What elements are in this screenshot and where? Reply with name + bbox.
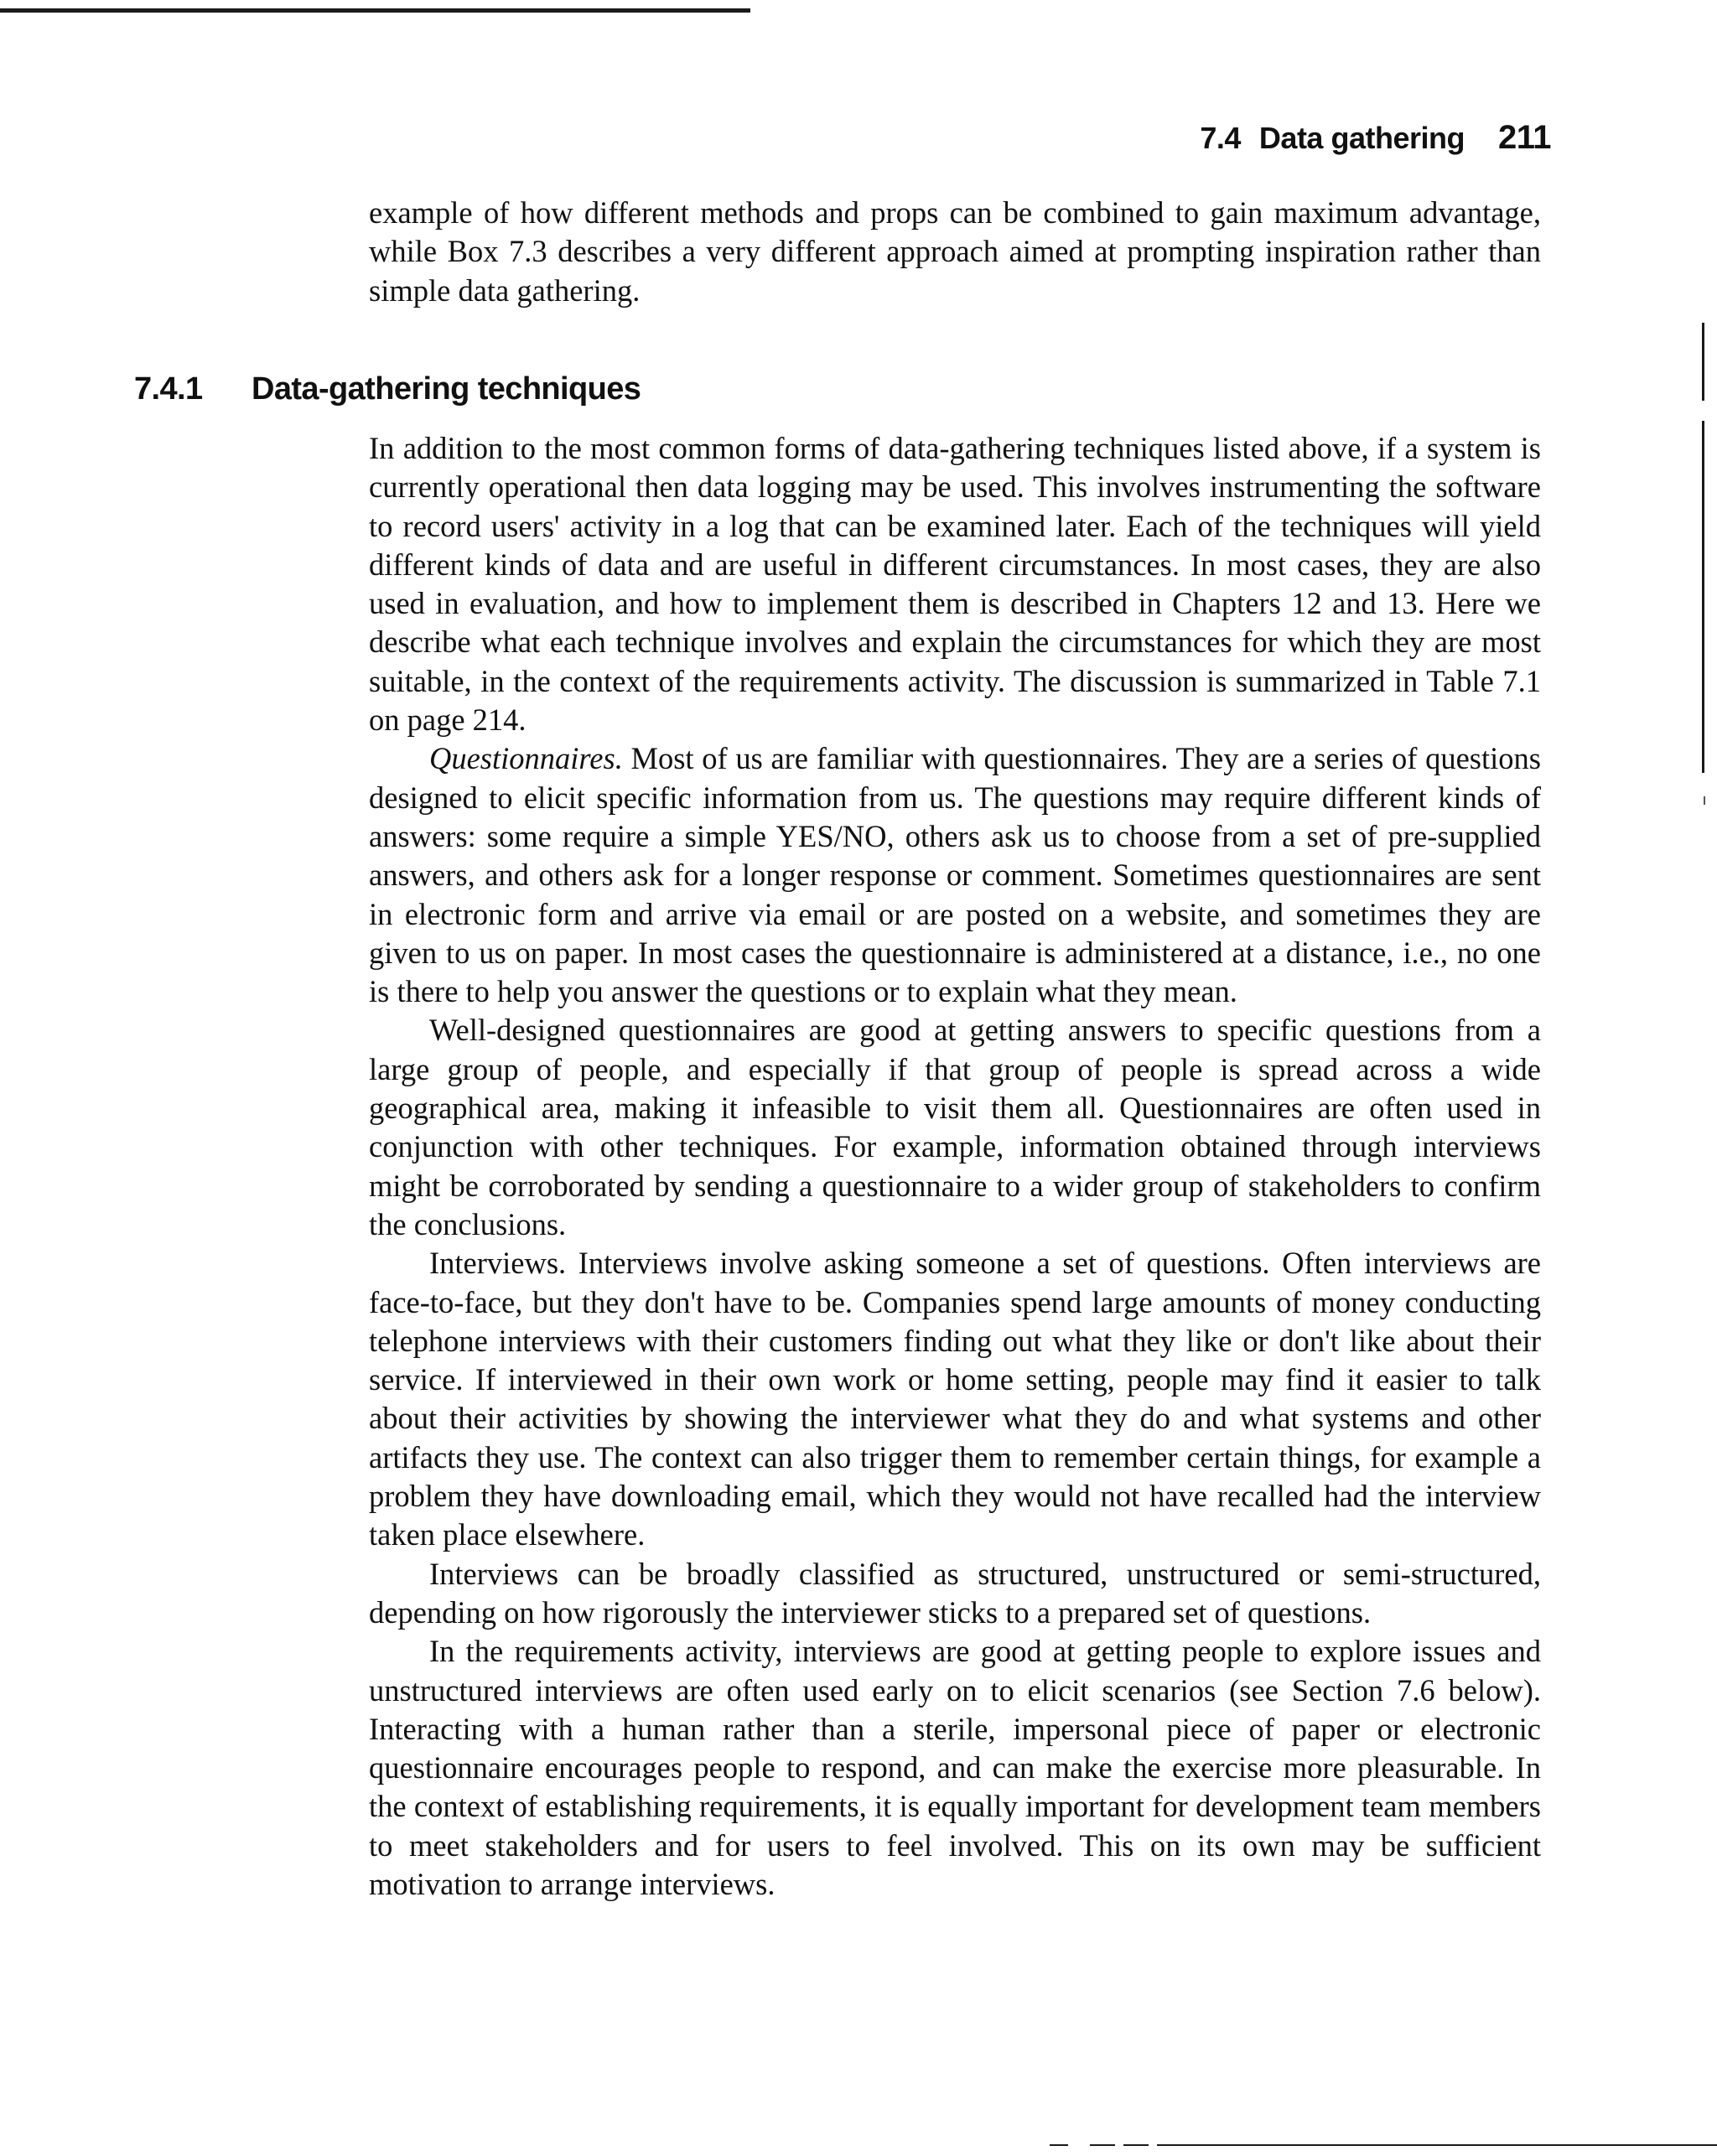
intro-text (369, 194, 1541, 310)
running-head (1200, 119, 1551, 157)
bottom-dash-1 (1050, 2144, 1068, 2146)
margin-tick (1704, 796, 1705, 805)
margin-bar-top (1702, 323, 1704, 401)
paragraph-well-designed: Well-designed questionnaires are good at getting answers to specific questions from a large group of people, and especially if that group of people is spread across a wide geographical area, making it infeasible to visit them all. Questionnaires are often used in conjunction with other techniques. For example, information obtained through interviews might be corroborated by sending a questionnaire to a wider group of stakeholders to confirm the conclusions. (369, 1013, 1541, 1241)
paragraph-requirements-activity: In the requirements activity, interviews are good at getting people to explore issues and unstructured interviews are often used early on to elicit scenarios (see Section 7.6 below). Interacting with a human rather than a sterile, impersonal piece of paper or electronic questionnaire encourages people to respond, and can make the exercise more pleasurable. In the context of establishing requirements, it is equally important for development team members to meet stakeholders and for users to feel involved. This on its own may be sufficient motivation to arrange interviews. (369, 1634, 1541, 1901)
body-text (369, 429, 1541, 1904)
intro-paragraph: example of how different methods and props can be combined to gain maximum advantage, while Box 7.3 describes a very different approach aimed at prompting inspiration rather than simple data gathering. (369, 195, 1541, 308)
paragraph-interview-types: Interviews can be broadly classified as structured, unstructured or semi-structured, depending on how rigorously the interviewer sticks to a prepared set of questions. (369, 1556, 1541, 1630)
header-section-title: Data gathering (1258, 121, 1465, 155)
paragraph-data-logging: In addition to the most common forms of data-gathering techniques listed above, if a system is currently operational then data logging may be used. This involves instrumenting the software to record users' activity in a log that can be examined later. Each of the techniques will yield different kinds of data and are useful in different circumstances. In most cases, they are also used in evaluation, and how to implement them is described in Chapters 12 and 13. Here we describe what each technique involves and explain the circumstances for which they are most suitable, in the context of the requirements activity. The discussion is summarized in Table 7.1 on page 214. (369, 431, 1541, 738)
margin-bar-bottom (1702, 421, 1704, 773)
paragraph-questionnaires (369, 739, 1541, 1011)
section-heading (134, 371, 641, 407)
page-number: 211 (1497, 119, 1551, 156)
paragraph-interviews (369, 1244, 1541, 1554)
interviews-text: Interviews involve asking someone a set of questions. Often interviews are face-to-face, but they don't have to be. Companies spend large amounts of money conducting telephone interviews with their customers finding out what they like or don't like about their service. If interviewed in their own work or home setting, people may find it easier to talk about their activities by showing the interviewer what they do and what systems and other artifacts they use. The context can also trigger them to remember certain things, for example a problem they have downloading email, which they would not have recalled had the interview taken place elsewhere. (369, 1246, 1541, 1552)
top-rule (0, 8, 750, 13)
questionnaires-text: Most of us are familiar with questionnaires. They are a series of questions designed to elicit specific information from us. The questions may require different kinds of answers: some require a simple YES/NO, others ask us to choose from a set of pre-supplied answers, and others ask for a longer response or comment. Sometimes questionnaires are sent in electronic form and arrive via email or are posted on a website, and sometimes they are given to us on paper. In most cases the questionnaire is administered at a distance, i.e., no one is there to help you answer the questions or to explain what they mean. (369, 741, 1541, 1009)
bottom-rule (1157, 2144, 1717, 2146)
section-title: Data-gathering techniques (252, 371, 641, 407)
bottom-dash-3 (1123, 2144, 1149, 2146)
section-number: 7.4.1 (134, 371, 203, 407)
questionnaires-lead-in: Questionnaires. (429, 741, 623, 776)
header-section-number: 7.4 (1200, 121, 1241, 155)
bottom-dash-2 (1090, 2144, 1115, 2146)
interviews-lead-in: Interviews. (429, 1246, 567, 1281)
